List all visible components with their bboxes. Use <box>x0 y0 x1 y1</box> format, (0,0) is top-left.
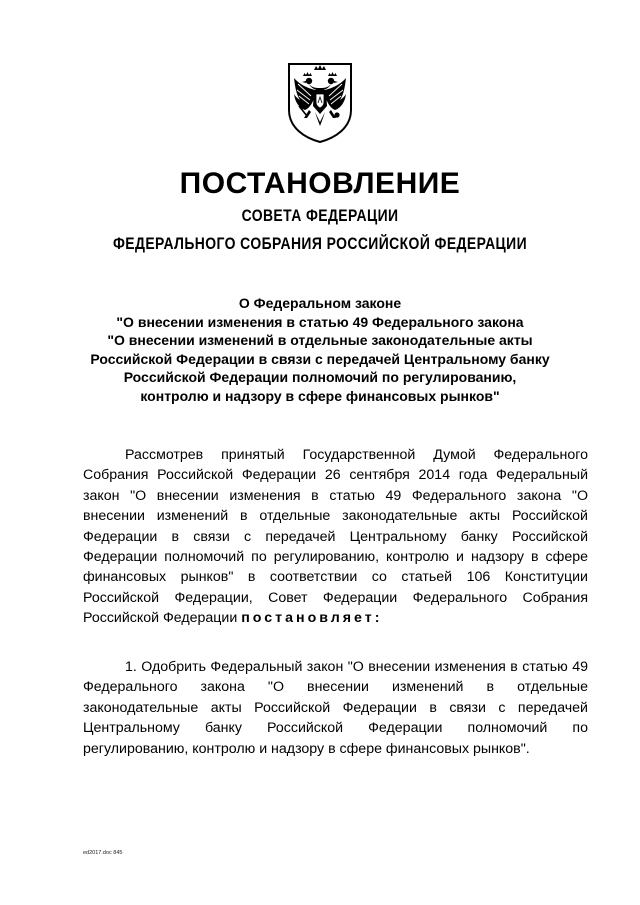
resolves-word: постановляет: <box>241 610 383 627</box>
issuer-council: СОВЕТА ФЕДЕРАЦИИ <box>241 206 399 225</box>
subject-line: контролю и надзору в сфере финансовых рынков" <box>140 387 500 404</box>
document-type-title: ПОСТАНОВЛЕНИЕ <box>179 167 461 200</box>
preamble-text: Рассмотрев принятый Государственной Думой Федерального Собрания Российской Федерации 26 сентября 2014 года Федеральный закон "О внесении изменения в статью 49 Федерального закона "О внесении изменений в отдельные законодательные акты Российской Федерации в связи с передачей Центральному банку Российской Федерации полномочий по регулированию, контролю и надзору в сфере финансовых рынков" в соответствии со статьей 106 Конституции Российской Федерации, Совет Федерации Федерального Собрания Российской Федерации <box>83 447 588 627</box>
document-subject <box>60 294 580 405</box>
subject-line: Российской Федерации полномочий по регулированию, <box>123 369 517 385</box>
file-code: ed2017.doc 845 <box>83 850 123 856</box>
subject-line: "О внесении изменения в статью 49 Федерального закона <box>116 313 524 330</box>
resolution-item <box>83 657 588 759</box>
subject-line: Российской Федерации в связи с передачей Центральному банку <box>90 350 550 367</box>
russian-coat-of-arms-icon <box>285 60 355 144</box>
resolution-item-text: 1. Одобрить Федеральный закон "О внесении изменения в статью 49 Федерального закона "О внесении изменений в отдельные законодательные акты Российской Федерации в связи с передачей Центральному банку Российской Федерации полномочий по регулированию, контролю и надзору в сфере финансовых рынков". <box>83 659 588 757</box>
issuer-assembly: ФЕДЕРАЛЬНОГО СОБРАНИЯ РОССИЙСКОЙ ФЕДЕРАЦИИ <box>112 234 528 253</box>
subject-line: О Федеральном законе <box>238 295 402 311</box>
preamble-paragraph <box>83 445 588 629</box>
subject-line: "О внесении изменений в отдельные законодательные акты <box>107 332 533 348</box>
